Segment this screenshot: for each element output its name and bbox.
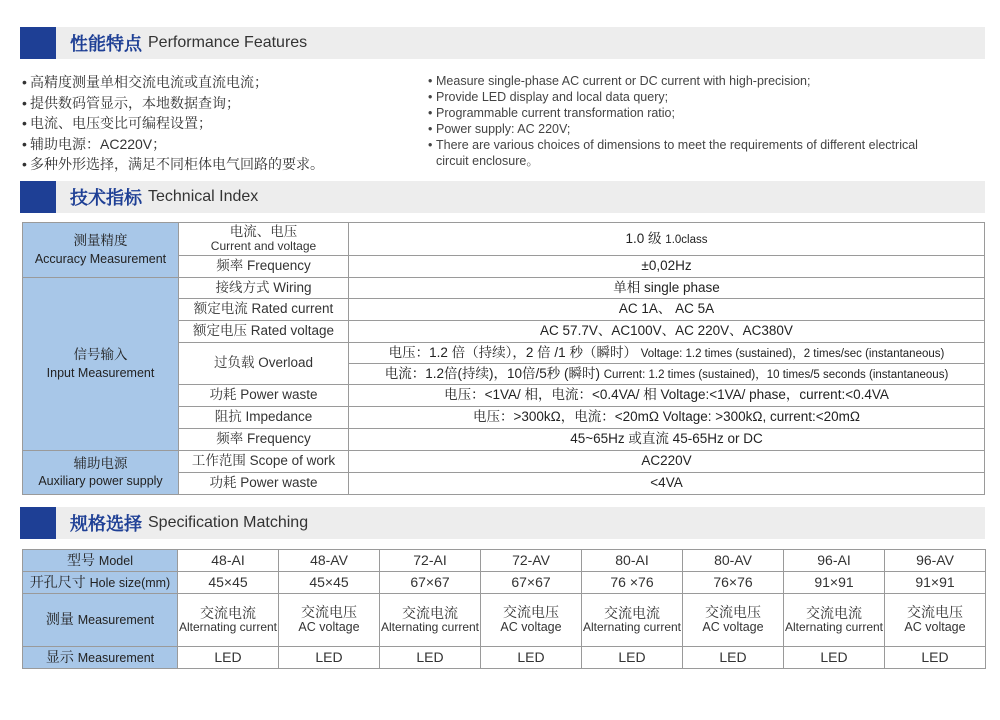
value-text: 1.0 级 xyxy=(625,230,662,246)
table-row xyxy=(23,278,985,299)
table-row-hole xyxy=(23,572,986,594)
value-text-en: Current: 1.2 times (sustained)，10 times/5 seconds (instantaneous) xyxy=(603,368,949,381)
cell-display: LED xyxy=(582,647,683,669)
table-row xyxy=(23,451,985,473)
value-power-waste: 电压：<1VA/ 相，电流：<0.4VA/ 相 Voltage:<1VA/ phase，current:<0.4VA xyxy=(349,385,985,407)
feature-item-en: • Measure single-phase AC current or DC current with high-precision; xyxy=(428,73,948,89)
cell-hole-size: 45×45 xyxy=(279,572,380,594)
param-impedance: 阻抗 Impedance xyxy=(179,407,349,429)
cell-display: LED xyxy=(178,647,279,669)
header-label-en: Hole size(mm) xyxy=(89,575,171,590)
header-model xyxy=(23,550,178,572)
category-label-cn: 测量精度 xyxy=(73,233,128,249)
section-header-features xyxy=(20,27,985,59)
feature-item-cn: • 辅助电源：AC220V； xyxy=(22,134,324,155)
measure-en: AC voltage xyxy=(904,619,966,634)
cell-measurement xyxy=(683,594,784,647)
value-text-en: 1.0class xyxy=(665,233,708,246)
feature-item-cn: • 高精度测量单相交流电流或直流电流； xyxy=(22,72,324,93)
cell-display: LED xyxy=(683,647,784,669)
cell-hole-size: 67×67 xyxy=(481,572,582,594)
section-header-spec xyxy=(20,507,985,539)
section-accent-block xyxy=(20,181,56,213)
header-label-cn: 测量 xyxy=(45,611,74,628)
value-accuracy-class xyxy=(349,223,985,256)
cell-hole-size: 45×45 xyxy=(178,572,279,594)
cell-hole-size: 76 ×76 xyxy=(582,572,683,594)
feature-item-en: • Programmable current transformation ratio; xyxy=(428,105,948,121)
cell-hole-size: 91×91 xyxy=(784,572,885,594)
value-overload-voltage xyxy=(349,343,985,364)
cell-model: 96-AI xyxy=(784,550,885,572)
measure-en: AC voltage xyxy=(298,619,360,634)
category-label-en: Accuracy Measurement xyxy=(34,251,167,266)
cell-model: 80-AV xyxy=(683,550,784,572)
measure-cn: 交流电压 xyxy=(907,604,963,621)
value-impedance: 电压：>300kΩ，电流：<20mΩ Voltage: >300kΩ, current:<20mΩ xyxy=(349,407,985,429)
section-title-en: Performance Features xyxy=(148,34,308,51)
section-accent-block xyxy=(20,507,56,539)
param-frequency: 频率 Frequency xyxy=(179,256,349,278)
value-frequency-input: 45~65Hz 或直流 45-65Hz or DC xyxy=(349,429,985,451)
table-row xyxy=(23,223,985,256)
category-label-en: Auxiliary power supply xyxy=(38,474,163,489)
param-power-waste: 功耗 Power waste xyxy=(179,385,349,407)
specification-table xyxy=(22,549,986,669)
measure-cn: 交流电流 xyxy=(604,604,660,621)
value-wiring: 单相 single phase xyxy=(349,278,985,299)
cell-measurement xyxy=(481,594,582,647)
cell-display: LED xyxy=(481,647,582,669)
category-aux-power xyxy=(23,451,179,495)
feature-item-en: • Power supply: AC 220V; xyxy=(428,121,948,137)
cell-measurement xyxy=(582,594,683,647)
section-title-cn: 性能特点 xyxy=(70,34,142,54)
cell-measurement xyxy=(784,594,885,647)
section-title-cn: 规格选择 xyxy=(70,514,142,534)
category-accuracy xyxy=(23,223,179,278)
header-label-cn: 型号 xyxy=(67,551,96,568)
measure-cn: 交流电压 xyxy=(503,604,559,621)
value-text: 电压：1.2 倍（持续），2 倍 /1 秒（瞬时） xyxy=(388,344,637,360)
technical-index-table xyxy=(22,222,985,495)
table-row-model xyxy=(23,550,986,572)
features-list-cn xyxy=(22,72,324,175)
table-row-display xyxy=(23,647,986,669)
header-measurement xyxy=(23,594,178,647)
section-title-en: Technical Index xyxy=(148,188,259,205)
cell-hole-size: 91×91 xyxy=(885,572,986,594)
cell-display: LED xyxy=(885,647,986,669)
header-hole-size xyxy=(23,572,178,594)
cell-display: LED xyxy=(784,647,885,669)
param-overload: 过负载 Overload xyxy=(179,343,349,385)
param-scope-of-work: 工作范围 Scope of work xyxy=(179,451,349,473)
table-row-measure xyxy=(23,594,986,647)
feature-item-en: • There are various choices of dimensions to meet the requirements of different electrical circuit enclosure。 xyxy=(428,137,948,169)
cell-measurement xyxy=(279,594,380,647)
feature-item-en: • Provide LED display and local data query; xyxy=(428,89,948,105)
value-text: 电流：1.2倍(持续)，10倍/5秒 (瞬时) xyxy=(384,365,600,381)
cell-model: 72-AV xyxy=(481,550,582,572)
category-input xyxy=(23,278,179,451)
header-display xyxy=(23,647,178,669)
cell-model: 72-AI xyxy=(380,550,481,572)
value-aux-power-waste: <4VA xyxy=(349,473,985,495)
cell-model: 48-AI xyxy=(178,550,279,572)
header-label-en: Model xyxy=(98,553,133,568)
measure-cn: 交流电流 xyxy=(402,604,458,621)
param-current-voltage xyxy=(179,223,349,256)
cell-measurement xyxy=(885,594,986,647)
section-header-tech xyxy=(20,181,985,213)
measure-cn: 交流电压 xyxy=(301,604,357,621)
cell-display: LED xyxy=(279,647,380,669)
value-text-en: Voltage: 1.2 times (sustained)，2 times/sec (instantaneous) xyxy=(640,347,945,360)
category-label-cn: 信号输入 xyxy=(73,347,128,363)
category-label-cn: 辅助电源 xyxy=(73,455,128,471)
header-label-en: Measurement xyxy=(77,613,155,628)
measure-cn: 交流电压 xyxy=(705,604,761,621)
value-overload-current xyxy=(349,364,985,385)
cell-display: LED xyxy=(380,647,481,669)
measure-cn: 交流电流 xyxy=(806,604,862,621)
cell-model: 80-AI xyxy=(582,550,683,572)
param-aux-power-waste: 功耗 Power waste xyxy=(179,473,349,495)
measure-cn: 交流电流 xyxy=(200,604,256,621)
cell-model: 48-AV xyxy=(279,550,380,572)
cell-hole-size: 67×67 xyxy=(380,572,481,594)
feature-item-cn: • 提供数码管显示，本地数据查询； xyxy=(22,93,324,114)
cell-measurement xyxy=(178,594,279,647)
measure-en: AC voltage xyxy=(500,619,562,634)
cell-model: 96-AV xyxy=(885,550,986,572)
feature-item-cn: • 电流、电压变比可编程设置； xyxy=(22,113,324,134)
header-label-cn: 显示 xyxy=(45,648,74,665)
param-wiring: 接线方式 Wiring xyxy=(179,278,349,299)
header-label-en: Measurement xyxy=(77,650,155,665)
param-label-cn: 电流、电压 xyxy=(229,223,298,239)
measure-en: Alternating current xyxy=(784,620,884,635)
value-scope-of-work: AC220V xyxy=(349,451,985,473)
category-label-en: Input Measurement xyxy=(46,365,155,380)
features-list-en xyxy=(428,73,948,169)
header-label-cn: 开孔尺寸 xyxy=(29,573,86,590)
section-title-en: Specification Matching xyxy=(148,514,309,531)
measure-en: Alternating current xyxy=(178,620,278,635)
value-frequency-accuracy: ±0,02Hz xyxy=(349,256,985,278)
param-rated-current: 额定电流 Rated current xyxy=(179,299,349,321)
value-rated-voltage: AC 57.7V、AC100V、AC 220V、AC380V xyxy=(349,321,985,343)
section-title-cn: 技术指标 xyxy=(70,188,142,208)
measure-en: Alternating current xyxy=(582,620,682,635)
feature-item-cn: • 多种外形选择，满足不同柜体电气回路的要求。 xyxy=(22,154,324,175)
value-rated-current: AC 1A、 AC 5A xyxy=(349,299,985,321)
measure-en: Alternating current xyxy=(380,620,480,635)
cell-hole-size: 76×76 xyxy=(683,572,784,594)
param-rated-voltage: 额定电压 Rated voltage xyxy=(179,321,349,343)
param-label-en: Current and voltage xyxy=(210,238,317,253)
section-accent-block xyxy=(20,27,56,59)
cell-measurement xyxy=(380,594,481,647)
param-frequency-input: 频率 Frequency xyxy=(179,429,349,451)
measure-en: AC voltage xyxy=(702,619,764,634)
